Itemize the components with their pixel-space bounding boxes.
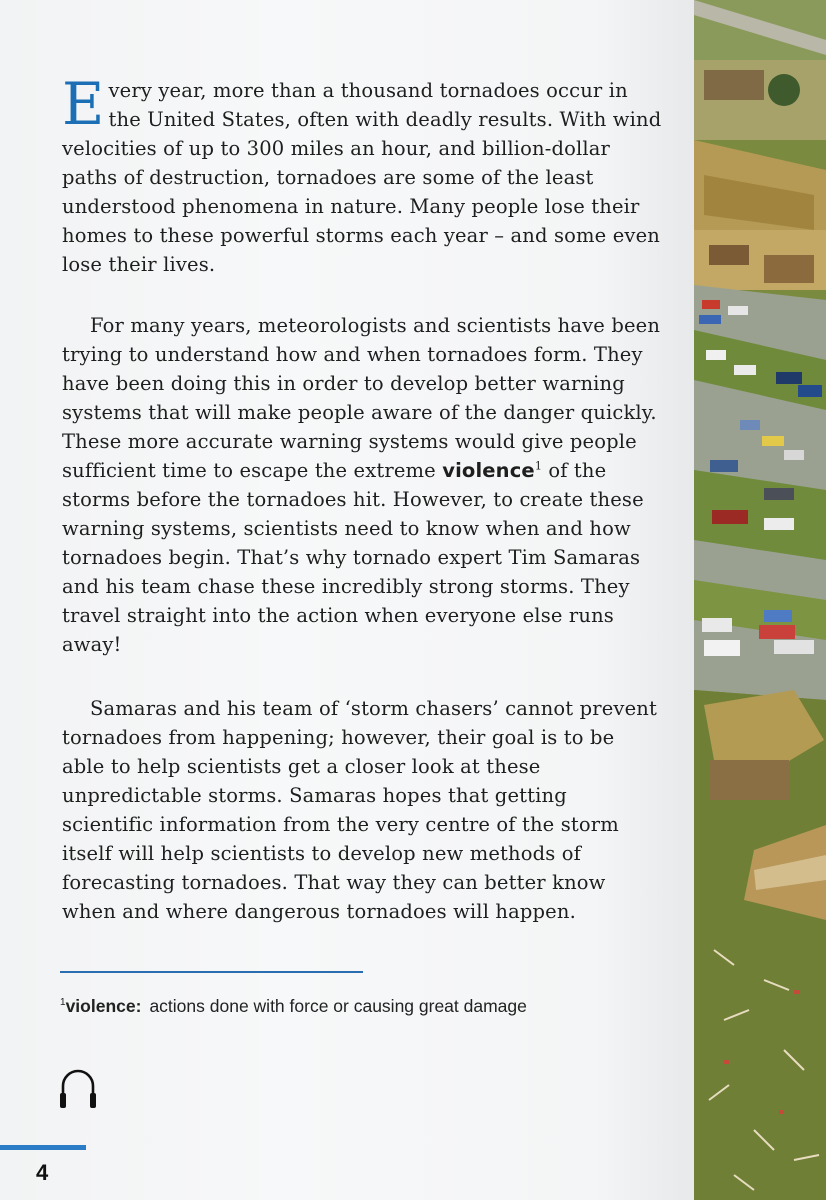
glossary-term-violence: violence (442, 459, 535, 482)
drop-cap: E (62, 70, 105, 138)
paragraph-2-text-after: of the storms before the tornadoes hit. However, to create these warning systems, scientists need to know when and how tornadoes begin. That’s why tornado expert Tim Samaras and his team chase these incredibly strong storms. They travel straight into the action when everyone else runs away! (62, 459, 644, 656)
footnote-term: violence: (65, 996, 142, 1016)
footnote-definition: actions done with force or causing great damage (149, 996, 527, 1016)
paragraph-2 (62, 311, 662, 659)
page-number-bar (0, 1145, 86, 1150)
paragraph-2-text-before: For many years, meteorologists and scientists have been trying to understand how and when tornadoes form. They have been doing this in order to develop better warning systems that will make people aware of the danger quickly. These more accurate warning systems would give people sufficient time to escape the extreme (62, 314, 661, 482)
paragraph-3-text: Samaras and his team of ‘storm chasers’ cannot prevent tornadoes from happening; however, their goal is to be able to help scientists get a closer look at these unpredictable storms. Samaras hopes that getting scientific information from the very centre of the storm itself will help scientists to develop new methods of forecasting tornadoes. That way they can better know when and where dangerous tornadoes will happen. (62, 697, 657, 923)
page-number: 4 (36, 1160, 49, 1185)
footnote-marker: 1 (534, 459, 542, 473)
footnote-divider (60, 971, 363, 973)
paragraph-1-text: very year, more than a thousand tornadoes occur in the United States, often with deadly results. With wind velocities of up to 300 miles an hour, and billion-dollar paths of destruction, tornadoes are some of the least understood phenomena in nature. Many people lose their homes to these powerful storms each year – and some even lose their lives. (62, 79, 662, 276)
footnote-number: 1 (60, 997, 66, 1009)
aerial-tornado-damage-photo (694, 0, 826, 1200)
paragraph-3 (62, 694, 662, 926)
headphones-icon (58, 1066, 98, 1112)
footnote (60, 996, 527, 1017)
paragraph-1 (62, 70, 662, 279)
